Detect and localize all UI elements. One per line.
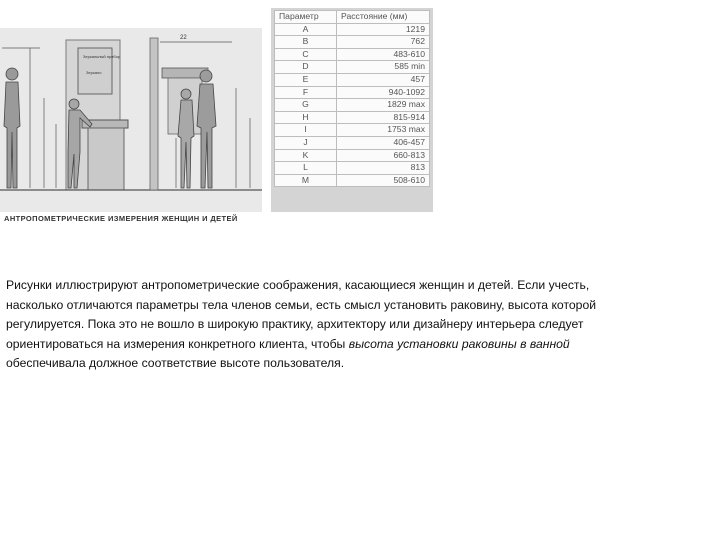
param-value: 940-1092 xyxy=(337,86,430,99)
table-row xyxy=(275,48,430,61)
header-parameter: Параметр xyxy=(275,11,337,24)
param-value: 585 min xyxy=(337,61,430,74)
parameter-table xyxy=(271,8,433,212)
figure-caption: АНТРОПОМЕТРИЧЕСКИЕ ИЗМЕРЕНИЯ ЖЕНЩИН И ДЕТЕЙ xyxy=(4,214,238,223)
table-row xyxy=(275,162,430,175)
param-value: 406-457 xyxy=(337,136,430,149)
table-row xyxy=(275,111,430,124)
param-value: 1219 xyxy=(337,23,430,36)
table-header-row xyxy=(275,11,430,24)
param-letter: B xyxy=(275,36,337,49)
top-dimension-label: 22 xyxy=(180,35,187,41)
paragraph-text-end: обеспечивала должное соответствие высоте пользователя. xyxy=(6,356,345,370)
paragraph-emphasis: высота установки раковины в ванной xyxy=(348,336,570,351)
param-value: 483-610 xyxy=(337,48,430,61)
anthropometric-drawing xyxy=(0,28,262,228)
param-value: 762 xyxy=(337,36,430,49)
param-value: 813 xyxy=(337,162,430,175)
param-letter: I xyxy=(275,124,337,137)
sink-anthropometry-illustration xyxy=(0,28,262,212)
param-letter: C xyxy=(275,48,337,61)
param-letter: A xyxy=(275,23,337,36)
mirror-note-label: Зеркало xyxy=(86,70,102,75)
paragraph-text: Рисунки иллюстрируют антропометрические соображения, касающиеся женщин и детей. Если учесть, насколько отличаются параметры тела членов семьи, есть смысл установить раковину, высота которой регулируется. Пока это не вошло в широкую практику, архитектору или дизайнеру интерьера следует ориентироваться на измерения конкретного клиента, чтобы xyxy=(6,278,597,351)
table-row xyxy=(275,99,430,112)
parameter-table-grid xyxy=(274,10,430,187)
param-letter: M xyxy=(275,174,337,187)
param-letter: J xyxy=(275,136,337,149)
param-letter: K xyxy=(275,149,337,162)
param-letter: E xyxy=(275,73,337,86)
table-row xyxy=(275,61,430,74)
param-value: 508-610 xyxy=(337,174,430,187)
param-value: 457 xyxy=(337,73,430,86)
table-row xyxy=(275,174,430,187)
param-letter: G xyxy=(275,99,337,112)
param-value: 660-813 xyxy=(337,149,430,162)
table-row xyxy=(275,124,430,137)
table-row xyxy=(275,136,430,149)
param-letter: L xyxy=(275,162,337,175)
header-distance: Расстояние (мм) xyxy=(337,11,430,24)
table-row xyxy=(275,73,430,86)
description-paragraph xyxy=(6,276,634,374)
param-value: 1753 max xyxy=(337,124,430,137)
table-row xyxy=(275,86,430,99)
param-value: 1829 max xyxy=(337,99,430,112)
table-row xyxy=(275,149,430,162)
shelf-note-label: Зеркальный прибор xyxy=(83,54,121,59)
table-body xyxy=(275,23,430,187)
param-letter: F xyxy=(275,86,337,99)
table-row xyxy=(275,23,430,36)
table-row xyxy=(275,36,430,49)
param-value: 815-914 xyxy=(337,111,430,124)
param-letter: H xyxy=(275,111,337,124)
param-letter: D xyxy=(275,61,337,74)
